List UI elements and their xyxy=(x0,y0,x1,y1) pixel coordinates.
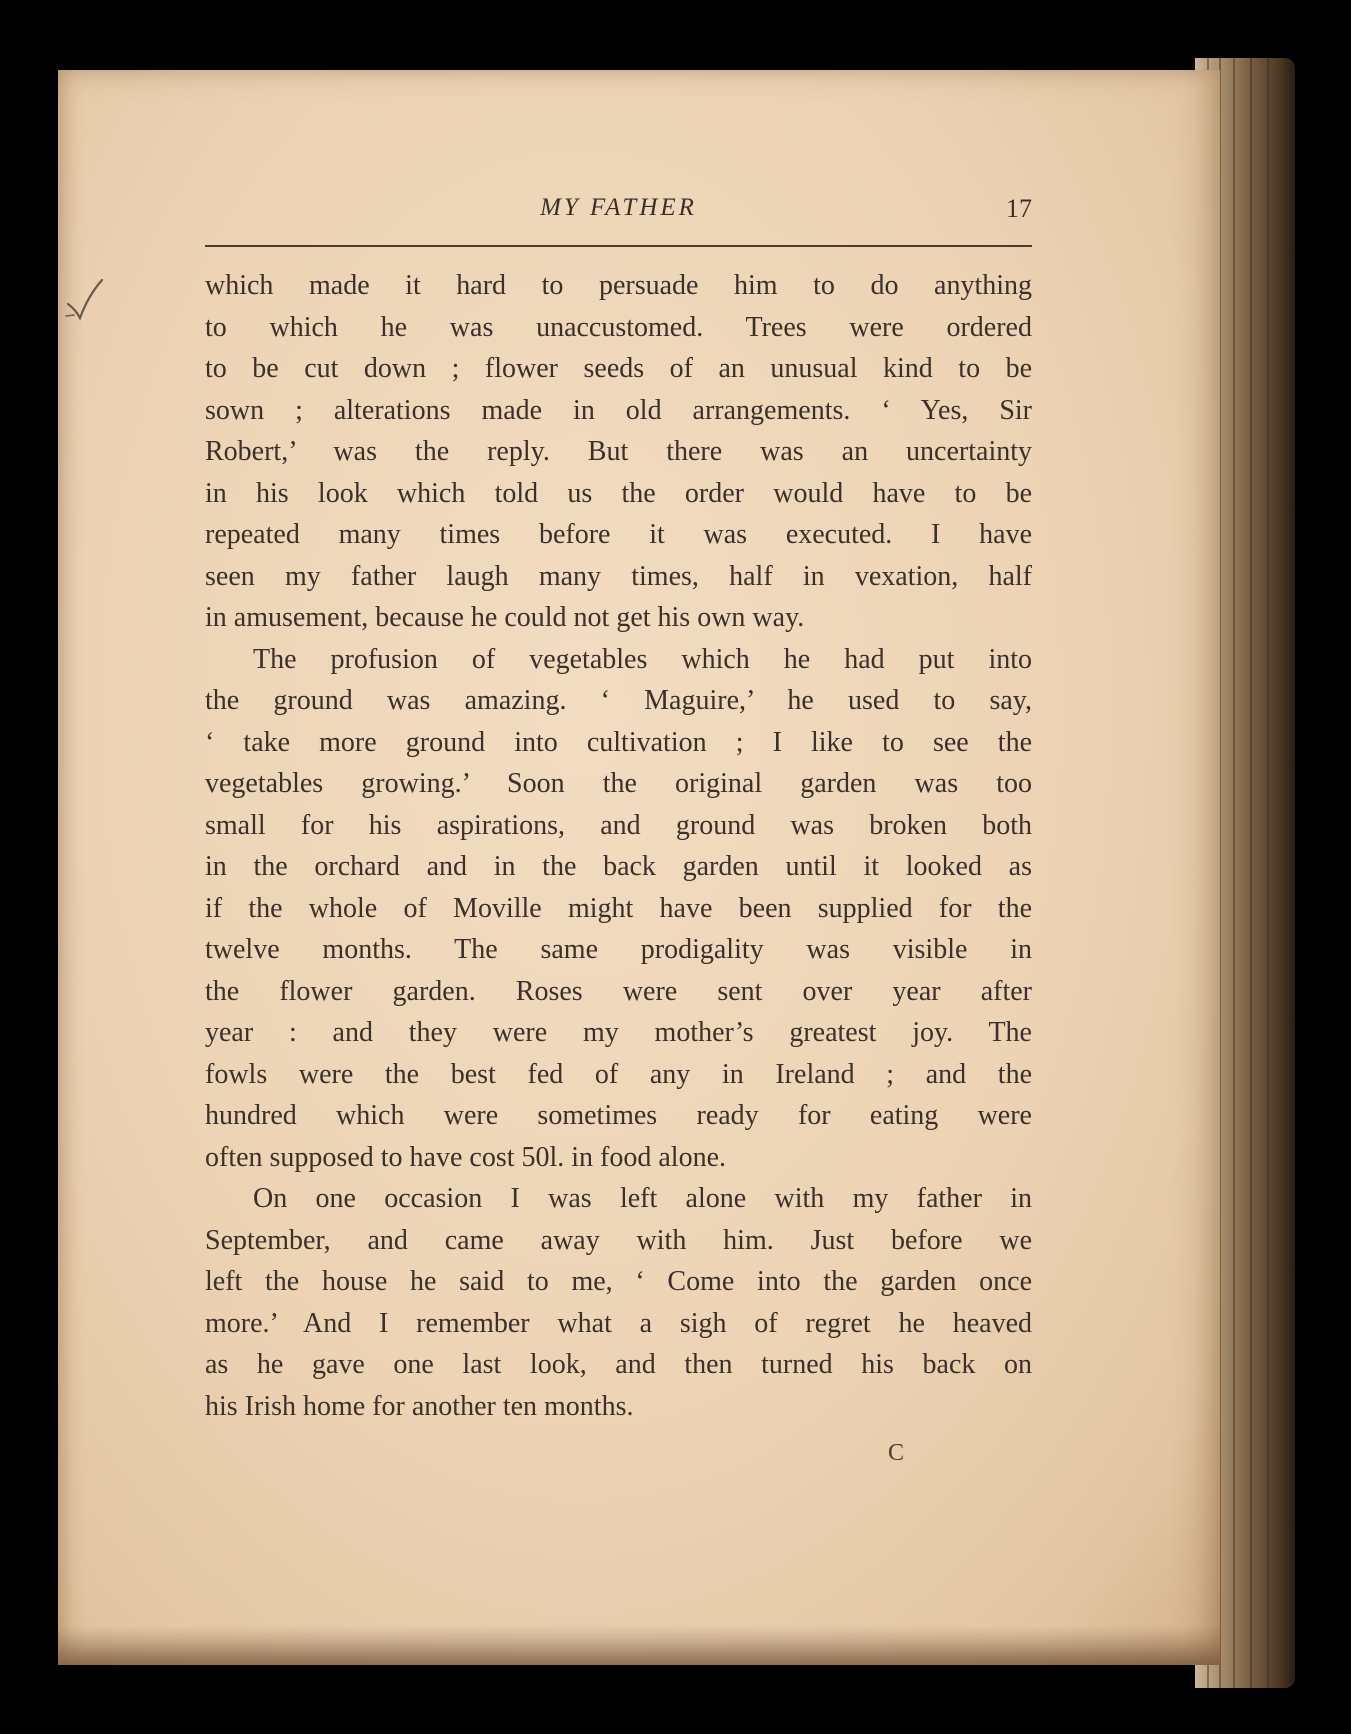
text-line: twelve months. The same prodigality was visible in xyxy=(205,934,1032,965)
text-line: to be cut down ; flower seeds of an unusual kind to be xyxy=(205,353,1032,384)
text-line: September, and came away with him. Just before we xyxy=(205,1224,1032,1256)
text-line: small for his aspirations, and ground was broken both xyxy=(205,809,1032,841)
text-line: Robert,’ was the reply. But there was an uncertainty xyxy=(205,436,1032,467)
text-line: seen my father laugh many times, half in vexation, half xyxy=(205,560,1032,592)
page-number: 17 xyxy=(1006,194,1032,223)
text-line: the ground was amazing. ‘ Maguire,’ he used to say, xyxy=(205,685,1032,716)
signature-mark: C xyxy=(888,1440,905,1466)
text-line: vegetables growing.’ Soon the original garden was too xyxy=(205,768,1032,799)
text-line: his Irish home for another ten months. xyxy=(205,1390,634,1422)
text-line: fowls were the best fed of any in Ireland ; and the xyxy=(205,1058,1032,1090)
text-line: to which he was unaccustomed. Trees were ordered xyxy=(205,311,1032,343)
text-line: repeated many times before it was executed. I have xyxy=(205,519,1032,550)
text-line: in amusement, because he could not get his own way. xyxy=(205,602,805,633)
running-head xyxy=(205,194,1032,234)
text-line: as he gave one last look, and then turned his back on xyxy=(205,1349,1032,1380)
body-text xyxy=(205,265,1032,1427)
text-line: in the orchard and in the back garden until it looked as xyxy=(205,851,1032,882)
text-line: year : and they were my mother’s greatest joy. The xyxy=(205,1017,1032,1048)
book-page xyxy=(58,70,1220,1665)
text-line: The profusion of vegetables which he had put into xyxy=(253,643,1032,675)
text-line: the flower garden. Roses were sent over year after xyxy=(205,975,1032,1007)
text-line: often supposed to have cost 50l. in food alone. xyxy=(205,1141,727,1173)
text-line: On one occasion I was left alone with my father in xyxy=(253,1183,1032,1214)
text-line: which made it hard to persuade him to do anything xyxy=(205,270,1032,301)
text-line: left the house he said to me, ‘ Come into the garden once xyxy=(205,1266,1032,1297)
text-line: if the whole of Moville might have been supplied for the xyxy=(205,892,1032,924)
running-title: MY FATHER xyxy=(540,194,697,221)
text-line: sown ; alterations made in old arrangements. ‘ Yes, Sir xyxy=(205,394,1032,426)
text-line: ‘ take more ground into cultivation ; I like to see the xyxy=(205,726,1032,758)
pencil-checkmark-icon xyxy=(62,270,122,340)
text-line: hundred which were sometimes ready for eating were xyxy=(205,1100,1032,1131)
text-line: more.’ And I remember what a sigh of regret he heaved xyxy=(205,1307,1032,1339)
text-line: in his look which told us the order would have to be xyxy=(205,477,1032,509)
page-bottom-shadow xyxy=(58,1625,1220,1665)
header-rule xyxy=(205,245,1032,247)
